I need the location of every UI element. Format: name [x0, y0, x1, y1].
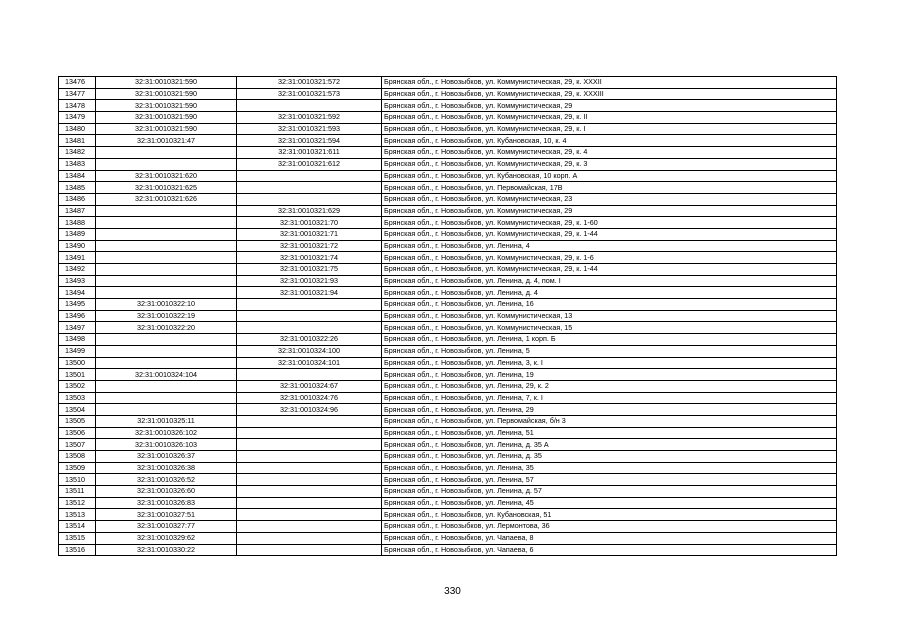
table-row [59, 112, 837, 124]
cadastral-number-cell: 32:31:0010324:76 [237, 392, 382, 404]
cadastral-number-cell [237, 439, 382, 451]
table-row [59, 170, 837, 182]
parent-cadastral-number-cell [96, 264, 237, 276]
address-cell: Брянская обл., г. Новозыбков, ул. Коммунистическая, 29 [382, 205, 837, 217]
parent-cadastral-number-cell: 32:31:0010321:626 [96, 193, 237, 205]
address-cell: Брянская обл., г. Новозыбков, ул. Первомайская, б/н 3 [382, 415, 837, 427]
parent-cadastral-number-cell: 32:31:0010321:590 [96, 112, 237, 124]
cadastral-number-cell [237, 521, 382, 533]
parent-cadastral-number-cell [96, 158, 237, 170]
address-cell: Брянская обл., г. Новозыбков, ул. Ленина, 35 [382, 462, 837, 474]
address-cell: Брянская обл., г. Новозыбков, ул. Ленина, д. 4 [382, 287, 837, 299]
row-number-cell: 13485 [59, 182, 96, 194]
row-number-cell: 13512 [59, 497, 96, 509]
cadastral-number-cell [237, 544, 382, 556]
cadastral-number-cell: 32:31:0010321:572 [237, 77, 382, 89]
row-number-cell: 13486 [59, 193, 96, 205]
parent-cadastral-number-cell [96, 228, 237, 240]
address-cell: Брянская обл., г. Новозыбков, ул. Лермонтова, 36 [382, 521, 837, 533]
address-cell: Брянская обл., г. Новозыбков, ул. Коммунистическая, 29, к. XXXIII [382, 88, 837, 100]
cadastral-number-cell: 32:31:0010321:74 [237, 252, 382, 264]
parent-cadastral-number-cell: 32:31:0010322:20 [96, 322, 237, 334]
cadastral-number-cell [237, 369, 382, 381]
address-cell: Брянская обл., г. Новозыбков, ул. Ленина, 57 [382, 474, 837, 486]
row-number-cell: 13504 [59, 404, 96, 416]
cadastral-number-cell: 32:31:0010321:72 [237, 240, 382, 252]
table-row [59, 427, 837, 439]
row-number-cell: 13480 [59, 123, 96, 135]
address-cell: Брянская обл., г. Новозыбков, ул. Коммунистическая, 29, к. I [382, 123, 837, 135]
registry-table [58, 76, 837, 556]
parent-cadastral-number-cell: 32:31:0010326:83 [96, 497, 237, 509]
table-row [59, 474, 837, 486]
address-cell: Брянская обл., г. Новозыбков, ул. Коммунистическая, 29, к. 4 [382, 147, 837, 159]
address-cell: Брянская обл., г. Новозыбков, ул. Коммунистическая, 29, к. XXXII [382, 77, 837, 89]
parent-cadastral-number-cell [96, 357, 237, 369]
parent-cadastral-number-cell: 32:31:0010326:37 [96, 451, 237, 463]
parent-cadastral-number-cell: 32:31:0010329:62 [96, 532, 237, 544]
parent-cadastral-number-cell: 32:31:0010327:77 [96, 521, 237, 533]
cadastral-number-cell [237, 322, 382, 334]
address-cell: Брянская обл., г. Новозыбков, ул. Ленина, 5 [382, 345, 837, 357]
row-number-cell: 13477 [59, 88, 96, 100]
cadastral-number-cell: 32:31:0010324:67 [237, 380, 382, 392]
table-row [59, 147, 837, 159]
parent-cadastral-number-cell: 32:31:0010326:52 [96, 474, 237, 486]
row-number-cell: 13489 [59, 228, 96, 240]
row-number-cell: 13497 [59, 322, 96, 334]
cadastral-number-cell [237, 415, 382, 427]
parent-cadastral-number-cell: 32:31:0010326:103 [96, 439, 237, 451]
parent-cadastral-number-cell: 32:31:0010321:590 [96, 77, 237, 89]
address-cell: Брянская обл., г. Новозыбков, ул. Чапаева, 6 [382, 544, 837, 556]
parent-cadastral-number-cell [96, 380, 237, 392]
row-number-cell: 13490 [59, 240, 96, 252]
cadastral-number-cell: 32:31:0010324:100 [237, 345, 382, 357]
table-row [59, 88, 837, 100]
address-cell: Брянская обл., г. Новозыбков, ул. Коммунистическая, 13 [382, 310, 837, 322]
address-cell: Брянская обл., г. Новозыбков, ул. Ленина, 29, к. 2 [382, 380, 837, 392]
address-cell: Брянская обл., г. Новозыбков, ул. Ленина, 19 [382, 369, 837, 381]
table-row [59, 264, 837, 276]
parent-cadastral-number-cell: 32:31:0010321:620 [96, 170, 237, 182]
address-cell: Брянская обл., г. Новозыбков, ул. Ленина, 7, к. I [382, 392, 837, 404]
table-row [59, 521, 837, 533]
address-cell: Брянская обл., г. Новозыбков, ул. Чапаева, 8 [382, 532, 837, 544]
cadastral-number-cell: 32:31:0010324:101 [237, 357, 382, 369]
parent-cadastral-number-cell [96, 287, 237, 299]
address-cell: Брянская обл., г. Новозыбков, ул. Коммунистическая, 23 [382, 193, 837, 205]
cadastral-number-cell [237, 170, 382, 182]
cadastral-number-cell [237, 462, 382, 474]
address-cell: Брянская обл., г. Новозыбков, ул. Кубановская, 10, к. 4 [382, 135, 837, 147]
table-row [59, 451, 837, 463]
parent-cadastral-number-cell [96, 205, 237, 217]
registry-table-body [59, 77, 837, 556]
address-cell: Брянская обл., г. Новозыбков, ул. Ленина, д. 57 [382, 486, 837, 498]
table-row [59, 532, 837, 544]
parent-cadastral-number-cell: 32:31:0010327:51 [96, 509, 237, 521]
address-cell: Брянская обл., г. Новозыбков, ул. Коммунистическая, 29, к. 1-6 [382, 252, 837, 264]
cadastral-number-cell [237, 451, 382, 463]
parent-cadastral-number-cell [96, 147, 237, 159]
cadastral-number-cell: 32:31:0010321:612 [237, 158, 382, 170]
row-number-cell: 13496 [59, 310, 96, 322]
address-cell: Брянская обл., г. Новозыбков, ул. Ленина, 45 [382, 497, 837, 509]
address-cell: Брянская обл., г. Новозыбков, ул. Коммунистическая, 29, к. 1-44 [382, 228, 837, 240]
address-cell: Брянская обл., г. Новозыбков, ул. Коммунистическая, 15 [382, 322, 837, 334]
cadastral-number-cell: 32:31:0010321:71 [237, 228, 382, 240]
row-number-cell: 13498 [59, 334, 96, 346]
parent-cadastral-number-cell: 32:31:0010321:590 [96, 88, 237, 100]
row-number-cell: 13515 [59, 532, 96, 544]
cadastral-number-cell [237, 100, 382, 112]
cadastral-number-cell [237, 509, 382, 521]
row-number-cell: 13487 [59, 205, 96, 217]
table-row [59, 252, 837, 264]
table-row [59, 322, 837, 334]
row-number-cell: 13491 [59, 252, 96, 264]
cadastral-number-cell [237, 427, 382, 439]
row-number-cell: 13514 [59, 521, 96, 533]
address-cell: Брянская обл., г. Новозыбков, ул. Первомайская, 17В [382, 182, 837, 194]
cadastral-number-cell [237, 182, 382, 194]
address-cell: Брянская обл., г. Новозыбков, ул. Кубановская, 10 корп. А [382, 170, 837, 182]
parent-cadastral-number-cell [96, 334, 237, 346]
parent-cadastral-number-cell: 32:31:0010330:22 [96, 544, 237, 556]
table-row [59, 77, 837, 89]
parent-cadastral-number-cell [96, 275, 237, 287]
row-number-cell: 13494 [59, 287, 96, 299]
parent-cadastral-number-cell [96, 392, 237, 404]
row-number-cell: 13479 [59, 112, 96, 124]
table-row [59, 287, 837, 299]
address-cell: Брянская обл., г. Новозыбков, ул. Ленина, 1 корп. Б [382, 334, 837, 346]
row-number-cell: 13503 [59, 392, 96, 404]
cadastral-number-cell [237, 532, 382, 544]
table-row [59, 439, 837, 451]
table-row [59, 462, 837, 474]
row-number-cell: 13505 [59, 415, 96, 427]
parent-cadastral-number-cell: 32:31:0010321:590 [96, 123, 237, 135]
cadastral-number-cell [237, 193, 382, 205]
cadastral-number-cell [237, 299, 382, 311]
parent-cadastral-number-cell [96, 345, 237, 357]
cadastral-number-cell: 32:31:0010321:75 [237, 264, 382, 276]
parent-cadastral-number-cell [96, 252, 237, 264]
table-row [59, 299, 837, 311]
table-row [59, 404, 837, 416]
address-cell: Брянская обл., г. Новозыбков, ул. Кубановская, 51 [382, 509, 837, 521]
row-number-cell: 13495 [59, 299, 96, 311]
parent-cadastral-number-cell [96, 404, 237, 416]
table-row [59, 392, 837, 404]
table-row [59, 509, 837, 521]
table-row [59, 544, 837, 556]
address-cell: Брянская обл., г. Новозыбков, ул. Коммунистическая, 29, к. 1-44 [382, 264, 837, 276]
address-cell: Брянская обл., г. Новозыбков, ул. Ленина, 4 [382, 240, 837, 252]
cadastral-number-cell: 32:31:0010321:94 [237, 287, 382, 299]
cadastral-number-cell: 32:31:0010321:594 [237, 135, 382, 147]
table-row [59, 123, 837, 135]
cadastral-number-cell [237, 474, 382, 486]
row-number-cell: 13482 [59, 147, 96, 159]
address-cell: Брянская обл., г. Новозыбков, ул. Ленина, 51 [382, 427, 837, 439]
table-row [59, 415, 837, 427]
row-number-cell: 13500 [59, 357, 96, 369]
table-row [59, 310, 837, 322]
parent-cadastral-number-cell: 32:31:0010322:10 [96, 299, 237, 311]
address-cell: Брянская обл., г. Новозыбков, ул. Коммунистическая, 29, к. II [382, 112, 837, 124]
table-row [59, 334, 837, 346]
cadastral-number-cell: 32:31:0010321:573 [237, 88, 382, 100]
row-number-cell: 13516 [59, 544, 96, 556]
table-row [59, 345, 837, 357]
parent-cadastral-number-cell: 32:31:0010321:47 [96, 135, 237, 147]
parent-cadastral-number-cell: 32:31:0010324:104 [96, 369, 237, 381]
table-row [59, 275, 837, 287]
row-number-cell: 13499 [59, 345, 96, 357]
address-cell: Брянская обл., г. Новозыбков, ул. Коммунистическая, 29, к. 3 [382, 158, 837, 170]
cadastral-number-cell: 32:31:0010321:70 [237, 217, 382, 229]
address-cell: Брянская обл., г. Новозыбков, ул. Ленина, 29 [382, 404, 837, 416]
parent-cadastral-number-cell: 32:31:0010322:19 [96, 310, 237, 322]
row-number-cell: 13510 [59, 474, 96, 486]
row-number-cell: 13476 [59, 77, 96, 89]
row-number-cell: 13501 [59, 369, 96, 381]
cadastral-number-cell: 32:31:0010322:26 [237, 334, 382, 346]
cadastral-number-cell: 32:31:0010321:93 [237, 275, 382, 287]
table-row [59, 193, 837, 205]
cadastral-number-cell: 32:31:0010324:96 [237, 404, 382, 416]
row-number-cell: 13484 [59, 170, 96, 182]
cadastral-number-cell: 32:31:0010321:611 [237, 147, 382, 159]
address-cell: Брянская обл., г. Новозыбков, ул. Ленина, 3, к. I [382, 357, 837, 369]
page-number: 330 [444, 586, 461, 597]
parent-cadastral-number-cell: 32:31:0010326:102 [96, 427, 237, 439]
table-row [59, 100, 837, 112]
row-number-cell: 13492 [59, 264, 96, 276]
table-row [59, 380, 837, 392]
parent-cadastral-number-cell: 32:31:0010325:11 [96, 415, 237, 427]
table-row [59, 217, 837, 229]
address-cell: Брянская обл., г. Новозыбков, ул. Ленина, д. 35 А [382, 439, 837, 451]
address-cell: Брянская обл., г. Новозыбков, ул. Ленина, д. 35 [382, 451, 837, 463]
address-cell: Брянская обл., г. Новозыбков, ул. Коммунистическая, 29, к. 1-60 [382, 217, 837, 229]
cadastral-number-cell: 32:31:0010321:629 [237, 205, 382, 217]
table-row [59, 357, 837, 369]
table-row [59, 369, 837, 381]
row-number-cell: 13511 [59, 486, 96, 498]
row-number-cell: 13509 [59, 462, 96, 474]
table-row [59, 497, 837, 509]
cadastral-number-cell [237, 497, 382, 509]
parent-cadastral-number-cell: 32:31:0010326:60 [96, 486, 237, 498]
cadastral-number-cell [237, 486, 382, 498]
table-row [59, 486, 837, 498]
row-number-cell: 13513 [59, 509, 96, 521]
parent-cadastral-number-cell: 32:31:0010321:625 [96, 182, 237, 194]
cadastral-number-cell: 32:31:0010321:593 [237, 123, 382, 135]
row-number-cell: 13478 [59, 100, 96, 112]
row-number-cell: 13506 [59, 427, 96, 439]
parent-cadastral-number-cell: 32:31:0010321:590 [96, 100, 237, 112]
address-cell: Брянская обл., г. Новозыбков, ул. Коммунистическая, 29 [382, 100, 837, 112]
row-number-cell: 13483 [59, 158, 96, 170]
row-number-cell: 13488 [59, 217, 96, 229]
document-page [58, 76, 836, 556]
table-row [59, 228, 837, 240]
table-row [59, 182, 837, 194]
cadastral-number-cell: 32:31:0010321:592 [237, 112, 382, 124]
cadastral-number-cell [237, 310, 382, 322]
parent-cadastral-number-cell [96, 240, 237, 252]
table-row [59, 158, 837, 170]
parent-cadastral-number-cell [96, 217, 237, 229]
table-row [59, 205, 837, 217]
address-cell: Брянская обл., г. Новозыбков, ул. Ленина, д. 4, пом. I [382, 275, 837, 287]
row-number-cell: 13493 [59, 275, 96, 287]
table-row [59, 135, 837, 147]
parent-cadastral-number-cell: 32:31:0010326:38 [96, 462, 237, 474]
row-number-cell: 13481 [59, 135, 96, 147]
table-row [59, 240, 837, 252]
address-cell: Брянская обл., г. Новозыбков, ул. Ленина, 16 [382, 299, 837, 311]
row-number-cell: 13507 [59, 439, 96, 451]
row-number-cell: 13508 [59, 451, 96, 463]
row-number-cell: 13502 [59, 380, 96, 392]
